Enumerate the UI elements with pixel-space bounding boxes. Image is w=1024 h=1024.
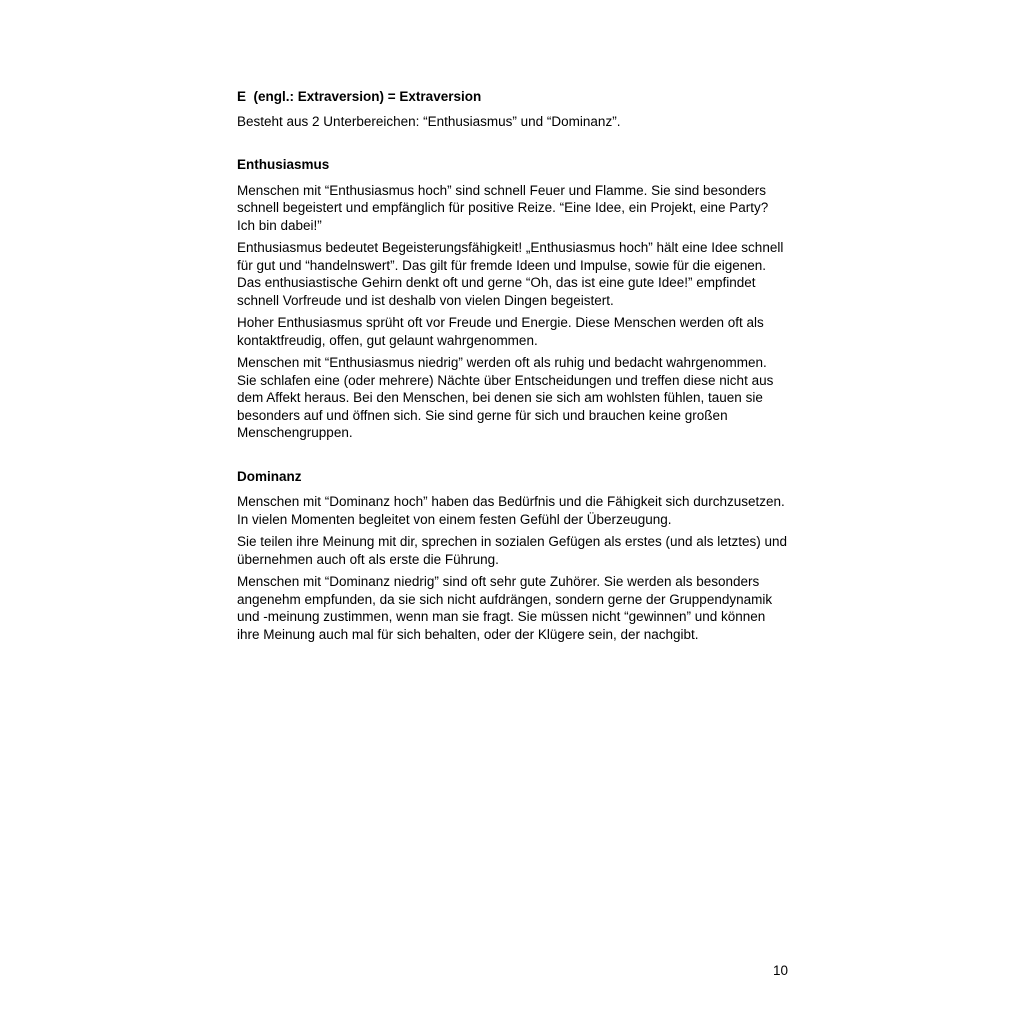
section-title-dominanz: Dominanz <box>237 468 302 484</box>
intro-paragraph: Besteht aus 2 Unterbereichen: “Enthusiasmus” und “Dominanz”. <box>237 113 621 129</box>
section-enthusiasmus <box>237 156 788 442</box>
paragraph: Menschen mit “Dominanz hoch” haben das Bedürfnis und die Fähigkeit sich durchzusetzen. In vielen Momenten begleitet von einem festen Gefühl der Überzeugung. <box>237 494 785 527</box>
paragraph: Menschen mit “Dominanz niedrig” sind oft sehr gute Zuhörer. Sie werden als besonders angenehm empfunden, da sie sich nicht aufdrängen, sondern gerne der Gruppendynamik und -meinung zustimmen, wenn man sie fragt. Sie müssen nicht “gewinnen” und können ihre Meinung auch mal für sich behalten, oder der Klügere sein, der nachgibt. <box>237 574 773 642</box>
paragraph: Menschen mit “Enthusiasmus niedrig” werden oft als ruhig und bedacht wahrgenommen. Sie schlafen eine (oder mehrere) Nächte über Entscheidungen und treffen diese nicht aus dem Affekt heraus. Bei den Menschen, bei denen sie sich am wohlsten fühlen, tauen sie besonders auf und öffnen sich. Sie sind gerne für sich und brauchen keine großen Menschengruppen. <box>237 355 774 440</box>
paragraph: Sie teilen ihre Meinung mit dir, sprechen in sozialen Gefügen als erstes (und als letztes) und übernehmen auch oft als erste die Führung. <box>237 534 788 567</box>
paragraph: Hoher Enthusiasmus sprüht oft vor Freude und Energie. Diese Menschen werden oft als kontaktfreudig, offen, gut gelaunt wahrgenommen. <box>237 315 764 348</box>
page-title: E (engl.: Extraversion) = Extraversion <box>237 89 482 104</box>
document-content <box>237 88 788 648</box>
section-title-enthusiasmus: Enthusiasmus <box>237 157 330 172</box>
paragraph: Menschen mit “Enthusiasmus hoch” sind schnell Feuer und Flamme. Sie sind besonders schnell begeistert und empfänglich für positive Reize. “Eine Idee, ein Projekt, eine Party? Ich bin dabei!” <box>237 182 769 233</box>
section-dominanz <box>237 468 788 644</box>
paragraph: Enthusiasmus bedeutet Begeisterungsfähigkeit! „Enthusiasmus hoch” hält eine Idee schnell für gut und “handelnswert”. Das gilt für fremde Ideen und Impulse, sowie für die eigenen. Das enthusiastische Gehirn denkt oft und gerne “Oh, das ist eine gute Idee!” empfindet schnell Vorfreude und ist deshalb von vielen Dingen begeistert. <box>237 240 784 308</box>
page-number: 10 <box>772 963 788 978</box>
